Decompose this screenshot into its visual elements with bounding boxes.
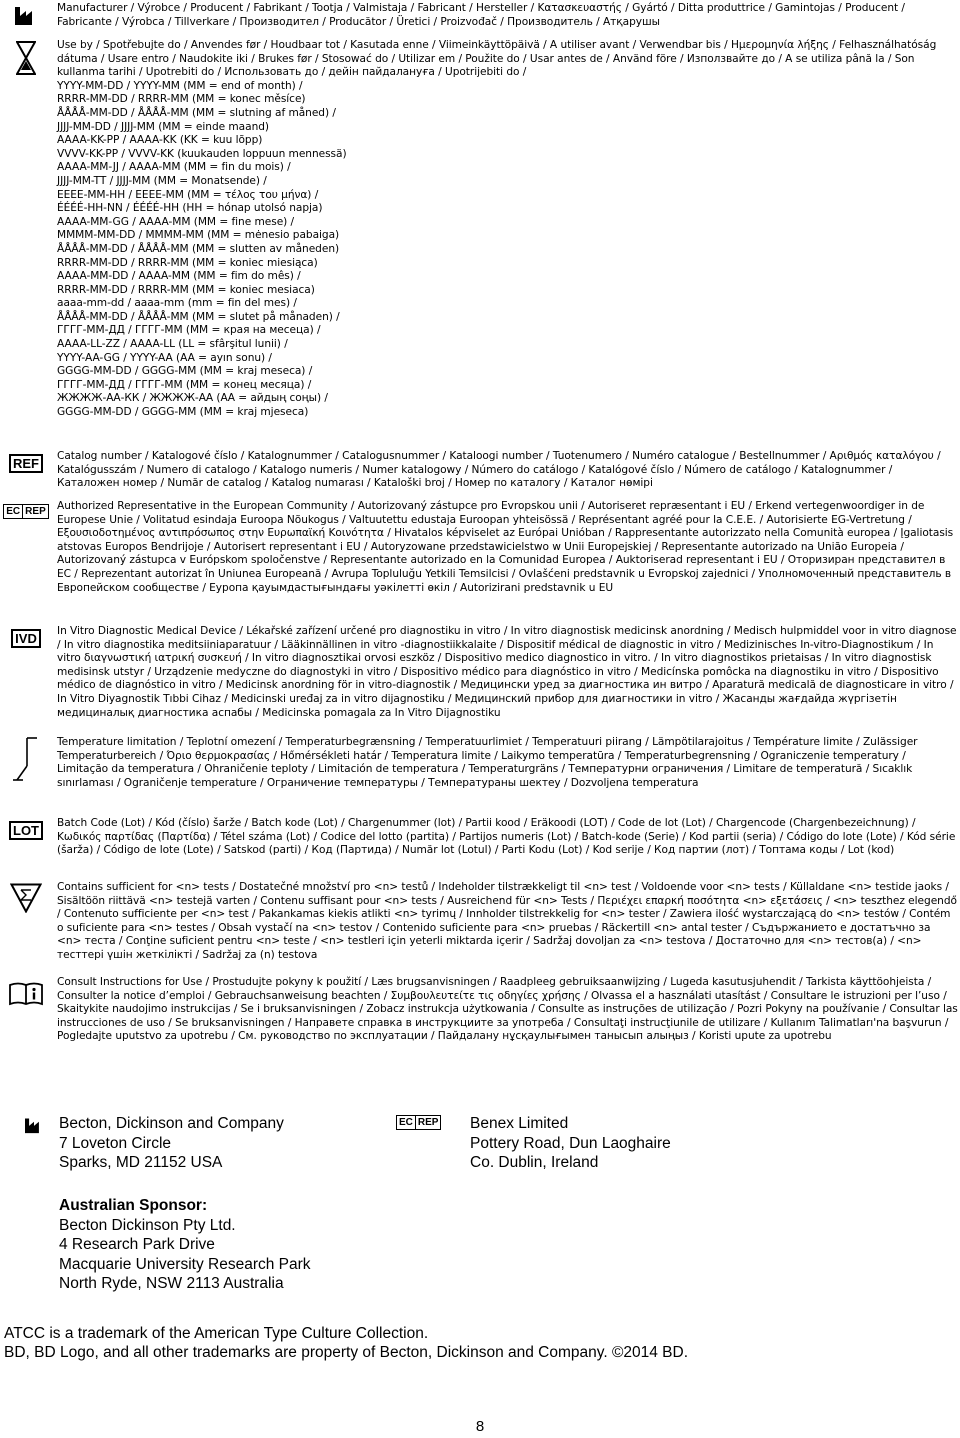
use-by-text: Use by / Spotřebujte do / Anvendes før / Houdbaar tot / Kasutada enne / Viimeinkäyttöpäivä / A utiliser avant / Verwendbar bis / Ημερομηνία λήξης / Felhasználhatóság dátuma / Usare entro / Naudokite iki / Brukes før / Stosować do / Utilizar em / Použite do / Usar antes de / Använd före / Използвайте до / A se utiliza până la / Son kullanma tarihi / Upotrebiti do / Использовать до / дейін пайдалануға / Upotrijebiti do / YYYY-MM-DD / YYYY-MM (MM = end of month) / RRRR-MM-DD / RRRR-MM (MM = konec měsíce) ÅÅÅÅ-MM-DD / ÅÅÅÅ-MM (MM = slutning af måned) / JJJJ-MM-DD / JJJJ-MM (MM = einde maand) AAAA-KK-PP / AAAA-KK (KK = kuu lõpp) VVVV-KK-PP / VVVV-KK (kuukauden loppuun mennessä) AAAA-MM-JJ / AAAA-MM (MM = fin du mois) / JJJJ-MM-TT / JJJJ-MM (MM = Monatsende) / ΕΕΕΕ-ΜΜ-ΗΗ / ΕΕΕΕ-ΜΜ (ΜΜ = τέλος του μήνα) / ÉÉÉÉ-HH-NN / ÉÉÉÉ-HH (HH = hónap utolsó napja) AAAA-MM-GG / AAAA-MM (MM = fine mese) / MMMM-MM-DD / MMMM-MM (MM = mėnesio pabaiga) ÅÅÅÅ-MM-DD / ÅÅÅÅ-MM (MM = slutten av måneden) RRRR-MM-DD / RRRR-MM (MM = koniec miesiąca) AAAA-MM-DD / AAAA-MM (MM = fim do mês) / RRRR-MM-DD / RRRR-MM (MM = koniec mesiaca) aaaa-mm-dd / aaaa-mm (mm = fin del mes) / ÅÅÅÅ-MM-DD / ÅÅÅÅ-MM (MM = slutet på månaden) / ГГГГ-ММ-ДД / ГГГГ-ММ (ММ = края на месеца) / AAAA-LL-ZZ / AAAA-LL (LL = sfârşitul lunii) / YYYY-AA-GG / YYYY-AA (AA = ayın sonu) / GGGG-MM-DD / GGGG-MM (MM = kraj meseca) / ГГГГ-ММ-ДД / ГГГГ-ММ (ММ = конец месяца) / ЖЖЖЖ-АА-КК / ЖЖЖЖ-АА (АА = айдың соңы) / GGGG-MM-DD / GGGG-MM (MM = kraj mjeseca) <box>57 39 937 419</box>
lot-text: Batch Code (Lot) / Kód (číslo) šarže / Batch kode (Lot) / Chargenummer (lot) / Partii kood / Eräkoodi (LOT) / Code de lot (Lot) / Chargencode (Chargenbezeichnung) / Κωδικός παρτίδας (Παρτίδα) / Tétel száma (Lot) / Codice del lotto (partita) / Partijos numeris (Lot) / Batch-kode (Serie) / Kod partii (seria) / Código do lote (Lote) / Kód série (šarža) / Código de lote (Lote) / Satskod (parti) / Код (Партида) / Număr lot (Lotul) / Parti Kodu (Lot) / Kod serije / Код партии (лот) / Топтама коды / Lot (kod) <box>57 817 956 857</box>
ec-rep-icon: EC REP <box>3 504 48 519</box>
ivd-text: In Vitro Diagnostic Medical Device / Lékařské zařízení určené pro diagnostiku in vitro / In vitro diagnostisk medicinsk anordning / Medisch hulpmiddel voor in vitro diagnose / In vitro diagnostika meditsiiniaparatuur / Lääkinnällinen in vitro -diagnostiikkalaite / Dispositif médical de diagnostic in vitro / Medizinisches In-vitro-Diagnostikum / In vitro διαγνωστική ιατρική συσκευή / In vitro diagnosztikai orvosi eszköz / Dispositivo medico diagnostico in vitro. / In vitro diagnostikos prietaisas / In vitro diagnostisk medisinsk utstyr / Urządzenie medyczne do diagnostyki in vitro / Dispositivo médico para diagnóstico in vitro / Medicínska pomôcka na diagnostiku in vitro / Dispositivo médico de diagnóstico in vitro / Medicinsk anordning för in vitro-diagnostik / Медицински уред за диагностика ин витро / Aparatură medicală de diagnosticare in vitro / In Vitro Diyagnostik Tıbbi Cihaz / Medicinski uređaj za in vitro dijagnostiku / Медицинский прибор для диагностики in vitro / Жасанды жағдайда жүргізетін медициналық диагностика аспабы / Medicinska pomagala za In Vitro Dijagnostiku <box>57 625 957 719</box>
book-info-icon <box>8 982 44 1006</box>
ref-icon: REF <box>9 454 43 473</box>
manufacturer-icon <box>8 4 44 26</box>
ivd-icon: IVD <box>11 629 41 648</box>
thermometer-icon <box>8 736 44 782</box>
manufacturer-address: Becton, Dickinson and Company 7 Loveton Circle Sparks, MD 21152 USA <box>59 1115 284 1171</box>
catalog-text: Catalog number / Katalogové číslo / Katalognummer / Catalogusnummer / Kataloogi number / Tuotenumero / Numéro catalogue / Bestellnummer / Αριθμός καταλόγου / Katalógusszám / Numero di catalogo / Katalogo numeris / Numer katalogowy / Número do catálogo / Katalógové číslo / Número de catálogo / Katalognummer / Каталожен номер / Număr de catalog / Katalog numarası / Kataloški broj / Номер по каталогу / Каталог нөмірі <box>57 450 941 490</box>
address-ec-rep-icon: EC REP <box>396 1115 441 1130</box>
sponsor-heading: Australian Sponsor: <box>59 1197 208 1214</box>
contains-text: Contains sufficient for <n> tests / Dostatečné množství pro <n> testů / Indeholder tilstrækkeligt til <n> test / Voldoende voor <n> tests / Küllaldane <n> testide jaoks / Sisältöön riittävä <n> testejä varten / Contenu suffisant pour <n> tests / Ausreichend für <n> Tests / Περιέχει επαρκή ποσότητα <n> εξετάσεις / <n> teszthez elegendő / Contenuto sufficiente per <n> test / Pakankamas kiekis atlikti <n> tyrimų / Innholder tilstrekkelig for <n> tester / Zawiera ilość wystarczającą do <n> testów / Contém o suficiente para <n> testes / Obsah vystačí na <n> testov / Contenido suficiente para <n> pruebas / Räckertill <n> antal tester / Съдържанието е достатъчно за <n> теста / Conţine suficient pentru <n> teste / <n> testleri için yeterli miktarda içerir / Sadržaj dovoljan za <n> testova / Достаточно для <n> тестов(а) / <n> тесттері үшін жеткілікті / Sadržaj za (n) testova <box>57 881 957 961</box>
trademark-bd: BD, BD Logo, and all other trademarks are property of Becton, Dickinson and Company. ©2014 BD. <box>4 1344 689 1361</box>
ec-rep-address: Benex Limited Pottery Road, Dun Laoghaire Co. Dublin, Ireland <box>470 1115 671 1171</box>
sigma-triangle-icon <box>8 883 44 913</box>
hourglass-icon <box>8 41 44 75</box>
lot-icon: LOT <box>9 821 43 840</box>
australian-sponsor: Australian Sponsor: Becton Dickinson Pty Ltd. 4 Research Park Drive Macquarie University Research Park North Ryde, NSW 2113 Australia <box>59 1197 311 1292</box>
ec-rep-text: Authorized Representative in the European Community / Autorizovaný zástupce pro Evropskou unii / Autoriseret repræsentant i EU / Erkend vertegenwoordiger in de Europese Unie / Volitatud esindaja Euroopa Nõukogus / Valtuutettu edustaja Euroopan yhteisössä / Représentant agréé pour la C.E.E. / Autorisierte EG-Vertretung / Εξουσιοδοτημένος αντιπρόσωπος στην Ευρωπαϊκή Κοινότητα / Hivatalos képviselet az Európai Unióban / Rappresentante autorizzato nella Comunità europea / Įgaliotasis atstovas Europos Bendrijoje / Autorisert representant i EU / Autoryzowane przedstawicielstwo w Unii Europejskiej / Representante autorizado na União Europeia / Autorizovaný zástupca v Európskom spoločenstve / Representante autorizado en la Comunidad Europea / Auktoriserad representant i EU / Оторизиран представител в ЕС / Reprezentant autorizat în Uniunea Europeană / Avrupa Topluluğu Yetkili Temsilcisi / Ovlašćeni predstavnik u Evropskoj zajednici / Уполномоченный представитель в Европейском сообществе / Еуропа қауымдастығындағы уәкілетті өкіл / Autorizirani predstavnik u EU <box>57 500 954 594</box>
manufacturer-text: Manufacturer / Výrobce / Producent / Fabrikant / Tootja / Valmistaja / Fabricant / Hersteller / Κατασκευαστής / Gyártó / Ditta produttrice / Gamintojas / Producent / Fabricante / Výrobca / Tillverkare / Производител / Producător / Üretici / Proizvođač / Производитель / Атқарушы <box>57 2 905 28</box>
page-number: 8 <box>475 1418 485 1435</box>
address-manufacturer-icon <box>24 1116 44 1138</box>
trademark-atcc: ATCC is a trademark of the American Type Culture Collection. <box>4 1325 429 1342</box>
consult-text: Consult Instructions for Use / Prostudujte pokyny k použití / Læs brugsanvisningen / Raadpleeg gebruiksaanwijzing / Lugeda kasutusjuhendit / Tarkista käyttöohjeista / Consulter la notice d’emploi / Gebrauchsanweisung beachten / Συμβουλευτείτε τις οδηγίες χρήσης / Olvassa el a használati utasítást / Consultare le istruzioni per l’uso / Skaitykite naudojimo instrukcijas / Se i bruksanvisningen / Zobacz instrukcja użytkowania / Consulte as instruções de utilização / Pozri Pokyny na používanie / Consultar las instrucciones de uso / Se bruksanvisningen / Направете справка в инструкциите за употреба / Consultaţi instrucţiunile de utilizare / Kullanım Talimatları'na başvurun / Pogledajte uputstvo za upotrebu / См. руководство по эксплуатации / Пайдалану нұсқаулығымен танысып алыңыз / Koristi upute za upotrebu <box>57 976 958 1043</box>
temperature-text: Temperature limitation / Teplotní omezení / Temperaturbegrænsning / Temperatuurlimiet / Temperatuuri piirang / Lämpötilarajoitus / Température limite / Zulässiger Temperaturbereich / Όριο θερμοκρασίας / Hőmérsékleti határ / Temperatura limite / Laikymo temperatūra / Temperaturbegrensning / Ograniczenie temperatury / Limitação da temperatura / Ohraničenie teploty / Limitación de temperatura / Temperaturgräns / Температурни ограничения / Limitare de temperatură / Sıcaklık sınırlaması / Ograničenje temperature / Ограничение температуры / Температураны шектеу / Dozvoljena temperatura <box>57 736 918 789</box>
